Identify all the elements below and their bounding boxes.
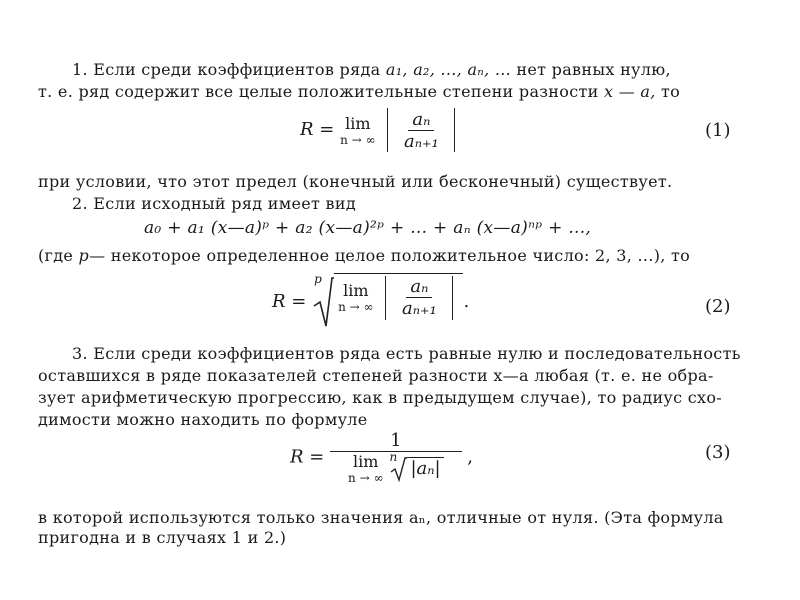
paragraph-4-line-2: пригодна и в случаях 1 и 2.) [38,528,287,547]
equation-3: R = 1 lim n → ∞ n |aₙ| , [290,430,474,485]
paragraph-3-line-1: 3. Если среди коэффициентов ряда есть равные нулю и последовательность [72,344,741,363]
limit-operator: lim n → ∞ [340,113,376,147]
paragraph-3-line-3: зует арифметическую прогрессию, как в предыдущем случае), то радиус схо- [38,388,723,407]
paragraph-2-line-1: 2. Если исходный ряд имеет вид [72,194,356,213]
paragraph-1-line-2: т. е. ряд содержит все целые положительные степени разности x — a, то [38,82,681,101]
paragraph-4-line-1: в которой используются только значения aₙ, отличные от нуля. (Эта формула [38,508,724,527]
equation-1-label: (1) [705,120,731,141]
reciprocal-fraction: 1 lim n → ∞ n |aₙ| [330,430,461,485]
equation-2: R = p lim n → ∞ $\frac{\text{aₙ}}{\text{aₙ₊₁}}$ . [272,276,469,328]
equation-3-label: (3) [705,442,731,463]
paragraph-1-line-1: 1. Если среди коэффициентов ряда a₁, a₂, ..., aₙ, ... нет равных нулю, [72,60,671,79]
equation-1: R = lim n → ∞ $\frac{\text{aₙ}}{\text{aₙ₊₁}}$ [300,108,461,152]
equation-2-label: (2) [705,296,731,317]
series-expression: a₀ + a₁ (x—a)ᵖ + a₂ (x—a)²ᵖ + ... + aₙ (x—a)ⁿᵖ + ..., [144,218,592,238]
ratio-fraction: $\frac{\text{aₙ}}{\text{aₙ₊₁}}$ [403,108,439,152]
paragraph-3-line-4: димости можно находить по формуле [38,410,368,429]
paragraph-3-line-2: оставшихся в ряде показателей степеней разности x—a любая (т. е. не обра- [38,366,714,385]
coefficient-sequence: a₁, a₂, ..., aₙ, ... [385,60,512,79]
paragraph-2-line-3: (где p— некоторое определенное целое положительное число: 2, 3, ...), то [38,246,691,265]
root-expression: p lim n → ∞ $\frac{\text{aₙ}}{\text{aₙ₊₁}}$ [312,276,463,328]
paragraph-1-condition: при условии, что этот предел (конечный или бесконечный) существует. [38,172,673,191]
